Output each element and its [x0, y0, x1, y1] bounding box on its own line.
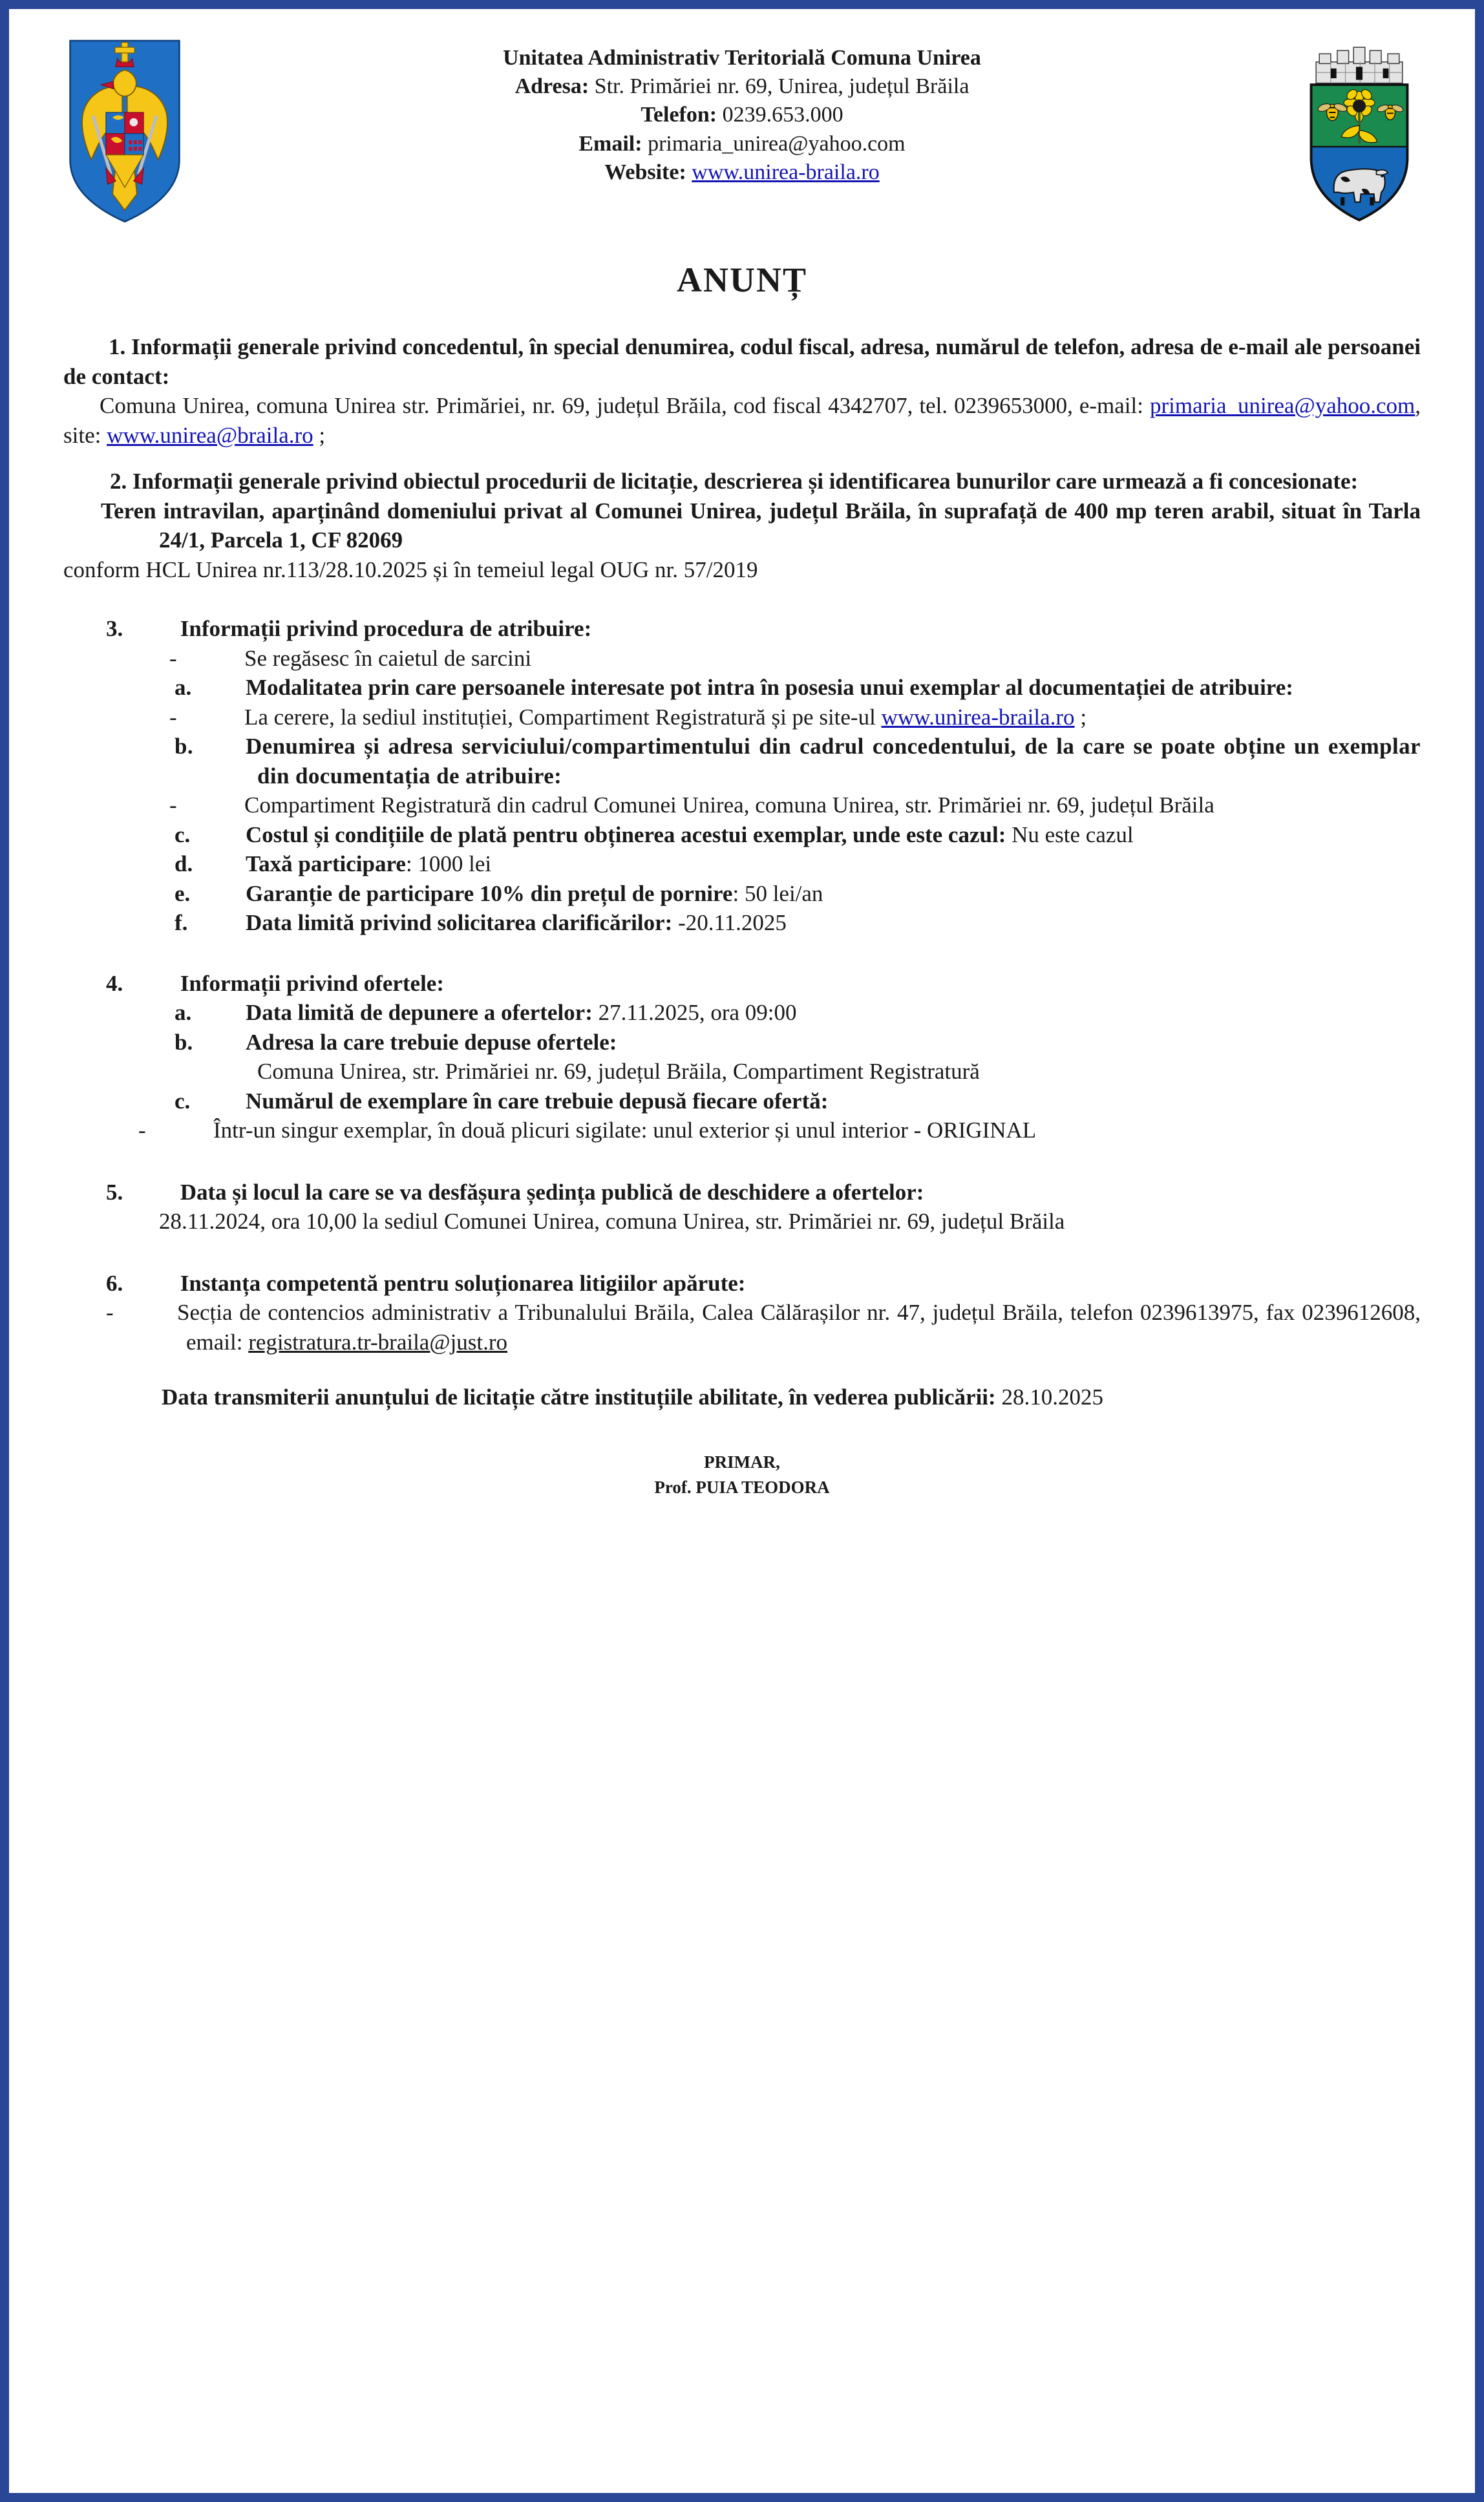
section-5: [63, 1178, 1421, 1236]
romania-coat-of-arms-icon: [63, 37, 186, 225]
section-6-dash: - Secția de contencios administrativ a Tribunalului Brăila, Calea Călărașilor nr. 47, județul Brăila, telefon 0239613975, fax 0239612608, email: registratura.tr-braila@just.ro: [106, 1300, 1421, 1355]
section-2: [63, 467, 1421, 584]
section-4: [63, 969, 1421, 1145]
signature-name: Prof. PUIA TEODORA: [654, 1477, 830, 1497]
section-3-item-e: e. Garanție de participare 10% din prețul de pornire: 50 lei/an: [175, 880, 823, 906]
document-sheet: [9, 9, 1475, 2493]
section-2-body-plain: conform HCL Unirea nr.113/28.10.2025 și în temeiul legal OUG nr. 57/2019: [63, 557, 758, 582]
header-text-block: [186, 37, 1298, 187]
section-4-item-c-dash: - Într-un singur exemplar, în două plicuri sigilate: unul exterior și unul interior - ORIGINAL: [138, 1118, 1037, 1143]
section-3-dash-0: - Se regăsesc în caietul de sarcini: [169, 645, 532, 671]
section-3-item-f: f. Data limită privind solicitarea clarificărilor: -20.11.2025: [175, 910, 787, 935]
header-institution: Unitatea Administrativ Teritorială Comuna Unirea: [503, 46, 981, 70]
comuna-unirea-coat-of-arms-icon: [1298, 37, 1421, 225]
closing-paragraph: Data transmiterii anunțului de licitație către instituțiile abilitate, în vederea publicării: 28.10.2025: [162, 1384, 1103, 1410]
section-2-body-bold: Teren intravilan, aparținând domeniului privat al Comunei Unirea, județul Brăila, în suprafață de 400 mp teren arabil, situat în Tarla 24/1, Parcela 1, CF 82069: [101, 498, 1421, 553]
header-email: Email: primaria_unirea@yahoo.com: [578, 131, 906, 156]
section-3-item-d: d. Taxă participare: 1000 lei: [175, 851, 492, 876]
contact-site-link[interactable]: www.unirea@braila.ro: [107, 422, 313, 448]
document-body: [52, 332, 1432, 1500]
section-3-item-b-heading: b. Denumirea și adresa serviciului/compartimentului din cadrul concedentului, de la care se poate obține un exemplar din documentația de atribuire:: [175, 734, 1421, 789]
section-6: [63, 1269, 1421, 1357]
section-4-item-a: a. Data limită de depunere a ofertelor: 27.11.2025, ora 09:00: [175, 1000, 797, 1025]
page-title: ANUNȚ: [676, 260, 807, 299]
documentation-site-link[interactable]: www.unirea-braila.ro: [881, 704, 1075, 730]
section-4-item-b-body: Comuna Unirea, str. Primăriei nr. 69, județul Brăila, Compartiment Registratură: [257, 1059, 980, 1084]
tribunal-email-link[interactable]: registratura.tr-braila@just.ro: [248, 1329, 508, 1355]
header-address: Adresa: Str. Primăriei nr. 69, Unirea, județul Brăila: [514, 74, 970, 99]
section-1-body: Comuna Unirea, comuna Unirea str. Primăriei, nr. 69, județul Brăila, cod fiscal 4342707, tel. 0239653000, e-mail: primaria_unirea@yahoo.com, site: www.unirea@braila.ro ;: [63, 393, 1421, 448]
section-4-item-b-heading: b. Adresa la care trebuie depuse ofertele:: [175, 1029, 617, 1055]
website-link[interactable]: www.unirea-braila.ro: [692, 160, 880, 184]
document-header: [52, 31, 1432, 225]
section-3: [63, 614, 1421, 938]
section-3-item-b-dash: - Compartiment Registratură din cadrul Comunei Unirea, comuna Unirea, str. Primăriei nr. 69, județul Brăila: [169, 792, 1214, 818]
section-1-heading: 1. Informații generale privind concedentul, în special denumirea, codul fiscal, adresa, numărul de telefon, adresa de e-mail ale persoanei de contact:: [63, 334, 1421, 389]
section-3-item-a-heading: a. Modalitatea prin care persoanele interesate pot intra în posesia unui exemplar al documentației de atribuire:: [175, 675, 1293, 700]
section-4-heading: 4. Informații privind ofertele:: [106, 970, 444, 996]
section-3-heading: 3. Informații privind procedura de atribuire:: [106, 616, 592, 641]
section-3-item-c-heading: c. Costul și condițiile de plată pentru obținerea acestui exemplar, unde este cazul: Nu este cazul: [175, 822, 1134, 847]
section-5-heading: 5. Data și locul la care se va desfășura ședința publică de deschidere a ofertelor:: [106, 1179, 924, 1205]
contact-email-link[interactable]: primaria_unirea@yahoo.com: [1149, 393, 1415, 418]
signature-block: [63, 1450, 1421, 1500]
section-2-heading: 2. Informații generale privind obiectul procedurii de licitație, descrierea și identificarea bunurilor care urmează a fi concesionate:: [110, 469, 1359, 494]
header-phone: Telefon: 0239.653.000: [641, 103, 843, 127]
section-4-item-c-heading: c. Numărul de exemplare în care trebuie depusă fiecare ofertă:: [175, 1088, 829, 1114]
header-website: Website: www.unirea-braila.ro: [604, 160, 880, 184]
section-6-heading: 6. Instanța competentă pentru soluționarea litigiilor apărute:: [106, 1270, 746, 1296]
section-5-body: 28.11.2024, ora 10,00 la sediul Comunei Unirea, comuna Unirea, str. Primăriei nr. 69, județul Brăila: [159, 1209, 1065, 1234]
signature-role: PRIMAR,: [704, 1452, 780, 1472]
section-1: [63, 332, 1421, 450]
section-3-item-a-dash: - La cerere, la sediul instituției, Compartiment Registratură și pe site-ul www.unirea-braila.ro ;: [169, 704, 1087, 730]
